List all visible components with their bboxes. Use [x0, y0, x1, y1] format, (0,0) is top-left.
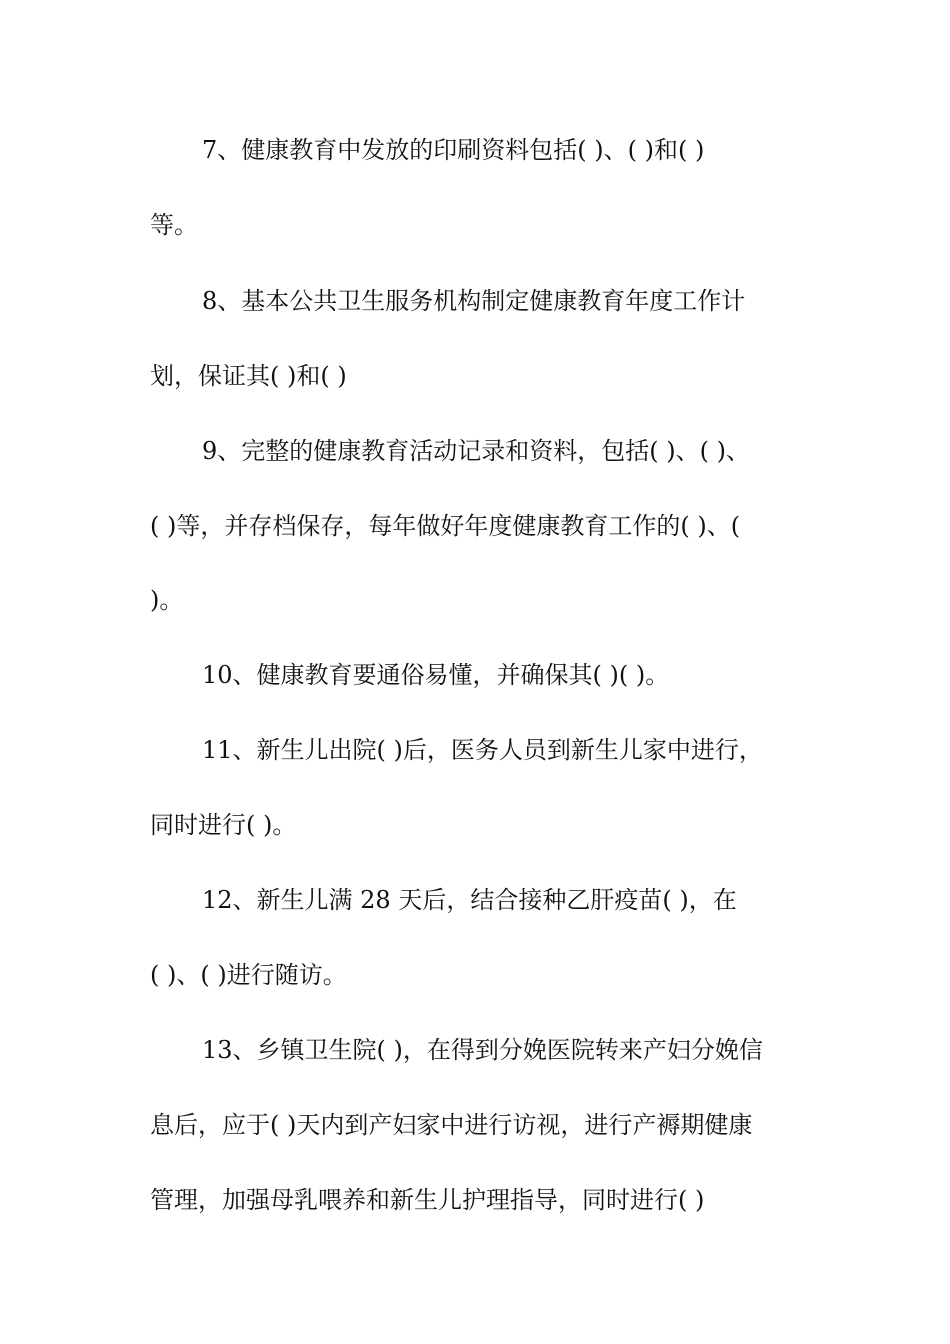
question-13-line-1: 13、乡镇卫生院( )，在得到分娩医院转来产妇分娩信 — [202, 1036, 763, 1064]
question-9-line-3: )。 — [150, 586, 184, 614]
question-11-line-1: 11、新生儿出院( )后，医务人员到新生儿家中进行， — [202, 736, 763, 764]
question-12-line-1: 12、新生儿满 28 天后，结合接种乙肝疫苗( )，在 — [202, 886, 737, 914]
question-9-line-2: ( )等，并存档保存，每年做好年度健康教育工作的( )、( — [150, 512, 741, 540]
question-9-line-1: 9、完整的健康教育活动记录和资料，包括( )、( )、 — [202, 437, 750, 465]
question-8-line-2: 划，保证其( )和( ) — [150, 362, 347, 390]
question-7-line-1: 7、健康教育中发放的印刷资料包括( )、( )和( ) — [202, 136, 705, 164]
question-12-line-2: ( )、( )进行随访。 — [150, 961, 347, 989]
question-7-line-2: 等。 — [150, 211, 198, 239]
question-11-line-2: 同时进行( )。 — [150, 811, 297, 839]
question-10-line-1: 10、健康教育要通俗易懂，并确保其( )( )。 — [202, 661, 670, 689]
question-8-line-1: 8、基本公共卫生服务机构制定健康教育年度工作计 — [202, 287, 746, 315]
question-13-line-2: 息后，应于( )天内到产妇家中进行访视，进行产褥期健康 — [150, 1111, 753, 1139]
question-13-line-3: 管理，加强母乳喂养和新生儿护理指导，同时进行( ) — [150, 1186, 705, 1214]
